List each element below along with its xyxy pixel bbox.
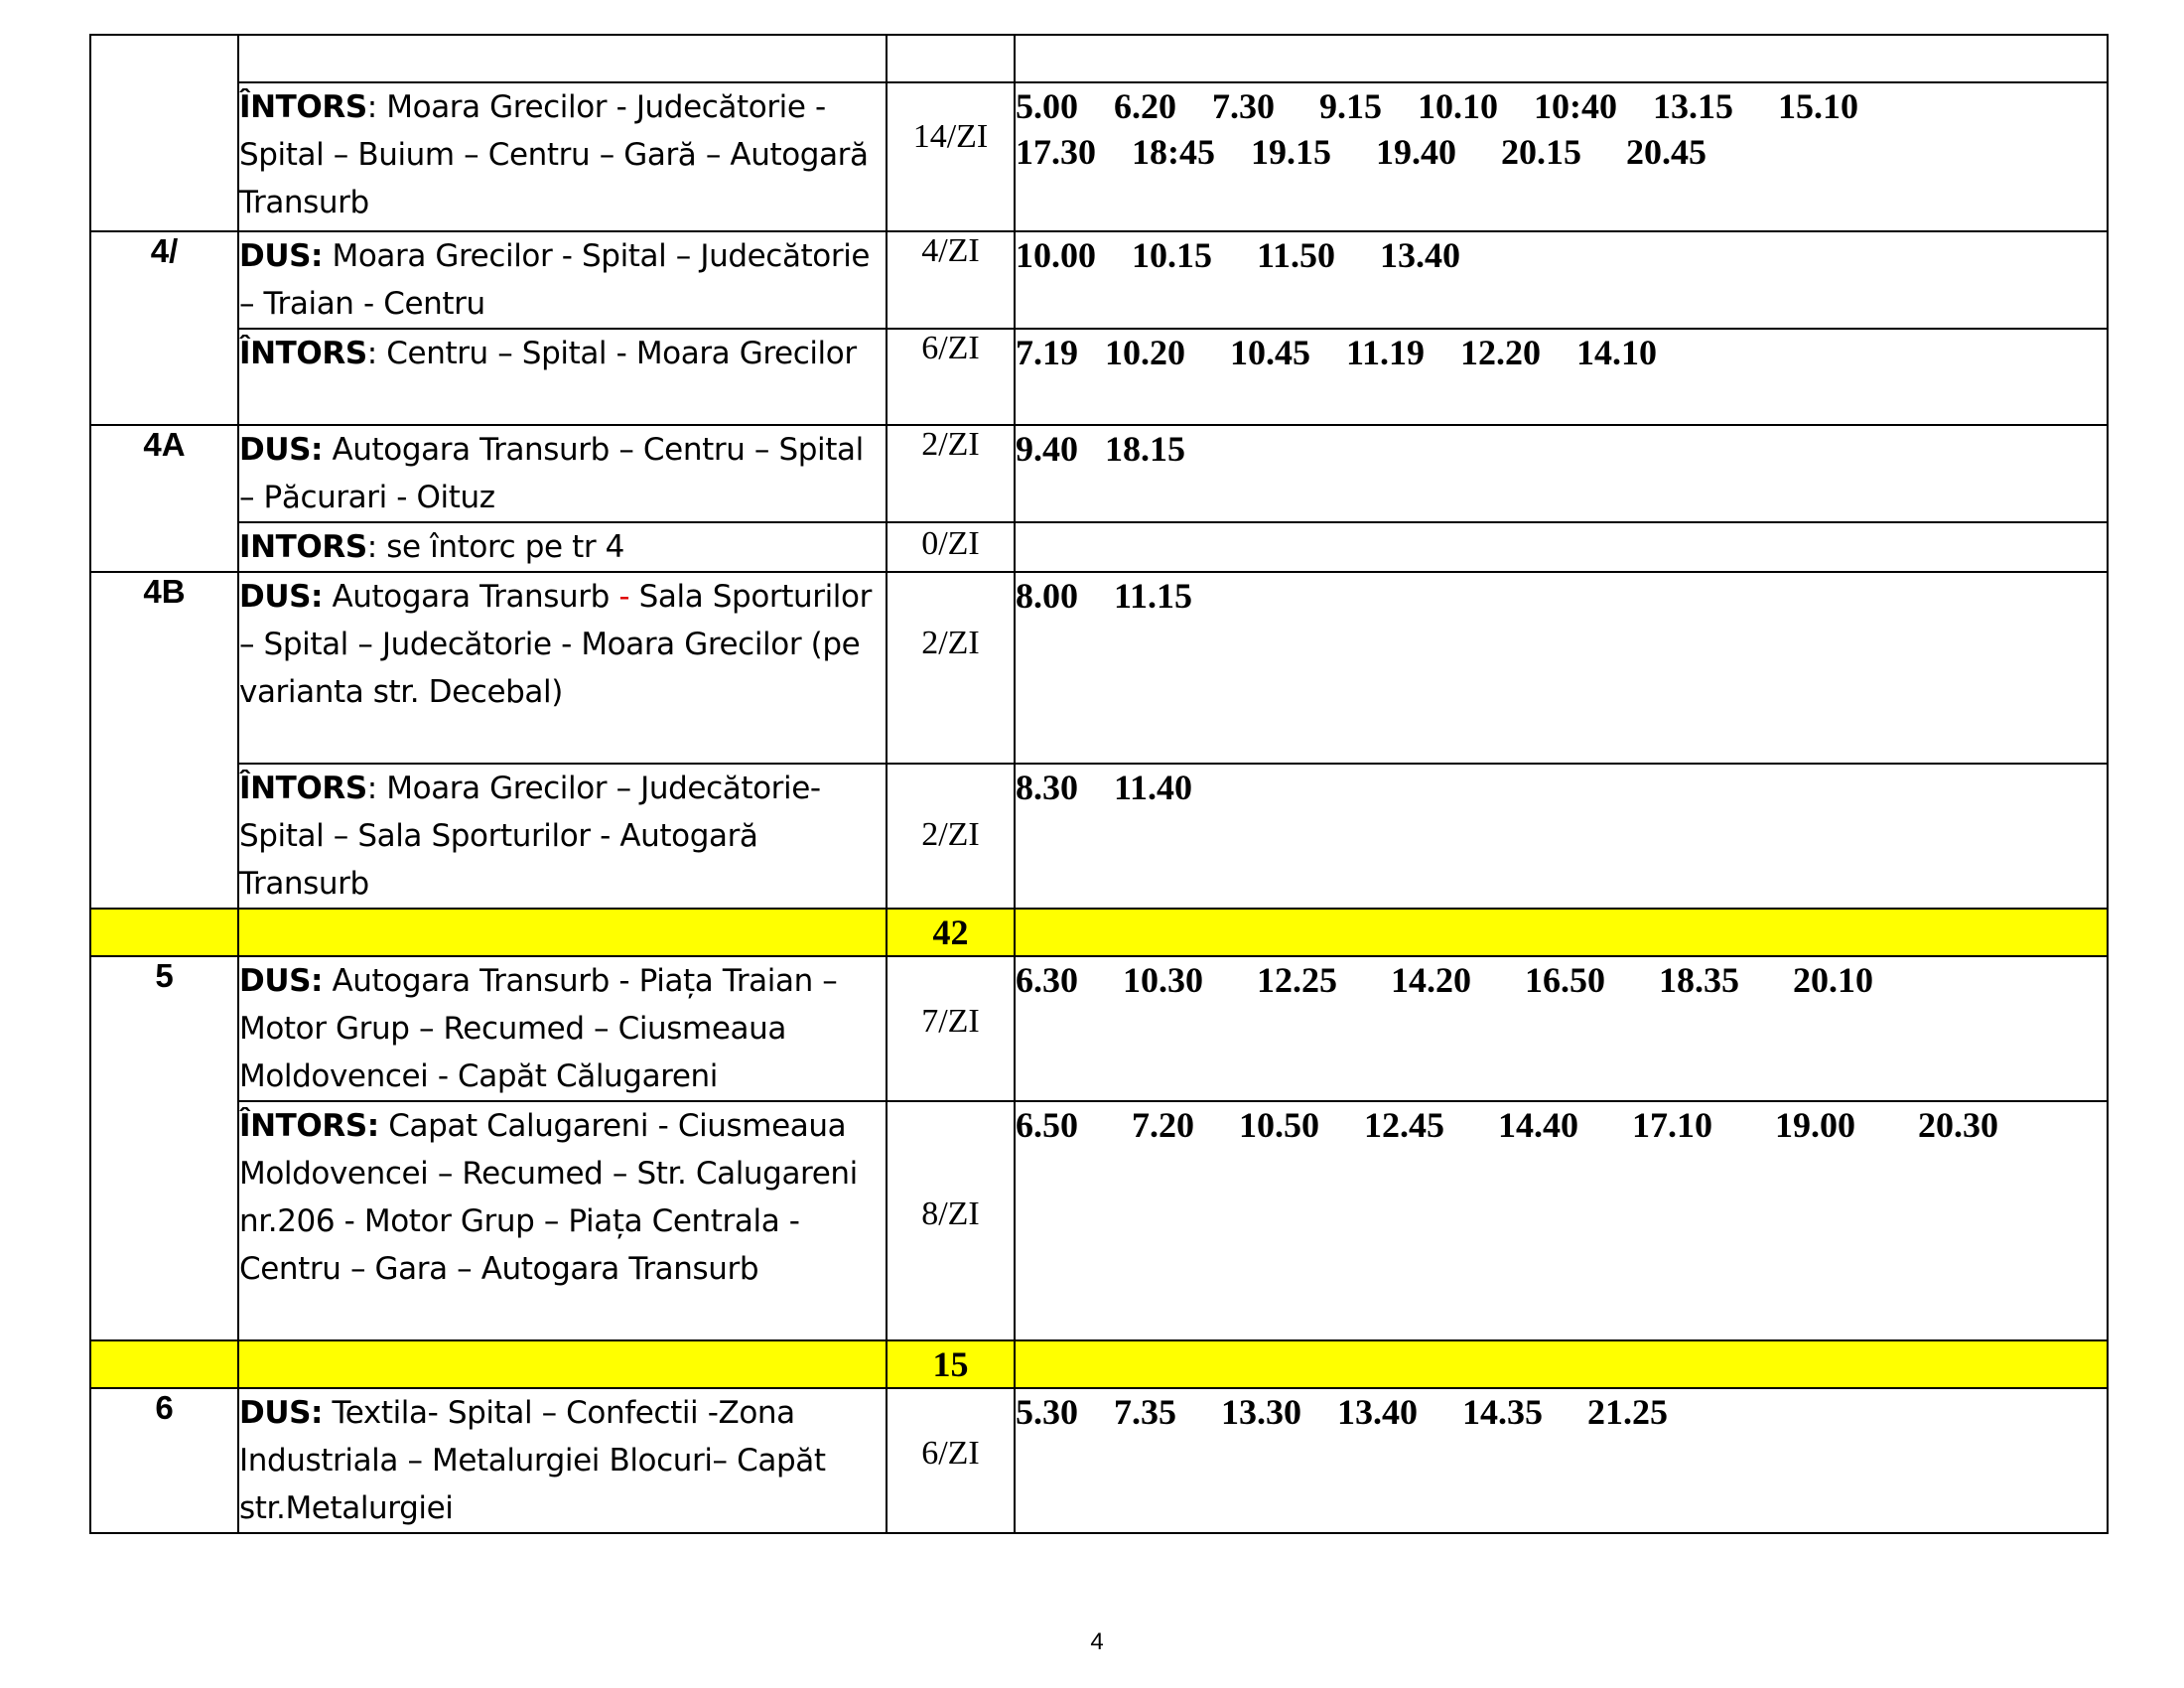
route-text: Sala Sporturilor – Spital – Judecătorie - Moara Grecilor (pe varianta str. Decebal)	[239, 579, 872, 710]
subtotal-value: 15	[887, 1340, 1015, 1388]
direction-label: DUS:	[239, 238, 324, 274]
direction-label: ÎNTORS	[239, 771, 367, 806]
route-text: Moara Grecilor - Spital – Judecătorie – Traian - Centru	[239, 238, 871, 322]
direction-label: DUS:	[239, 963, 324, 999]
direction-label: DUS:	[239, 1395, 324, 1431]
times-cell: 9.40 18.15	[1015, 425, 2108, 522]
frequency-cell: 4/ZI	[887, 231, 1015, 329]
frequency-cell: 0/ZI	[887, 522, 1015, 572]
table-row	[90, 231, 2108, 329]
bus-schedule-table	[89, 34, 2109, 1534]
times-cell	[1015, 522, 2108, 572]
route-cell	[238, 231, 887, 329]
subtotal-row	[90, 909, 2108, 956]
direction-label: DUS:	[239, 579, 324, 615]
line-number-cell: 4A	[90, 425, 238, 572]
table-row	[90, 764, 2108, 909]
table-row	[90, 329, 2108, 425]
subtotal-empty-cell	[238, 909, 887, 956]
times-cell: 7.19 10.20 10.45 11.19 12.20 14.10	[1015, 329, 2108, 425]
subtotal-empty-cell	[1015, 909, 2108, 956]
line-number-cell: 4B	[90, 572, 238, 909]
subtotal-row	[90, 1340, 2108, 1388]
route-cell	[238, 425, 887, 522]
table-row	[90, 82, 2108, 231]
subtotal-empty-cell	[1015, 1340, 2108, 1388]
subtotal-empty-cell	[90, 909, 238, 956]
frequency-cell: 2/ZI	[887, 764, 1015, 909]
times-cell: 6.50 7.20 10.50 12.45 14.40 17.10 19.00 20.30	[1015, 1101, 2108, 1340]
frequency-cell: 2/ZI	[887, 425, 1015, 522]
times-cell: 8.30 11.40	[1015, 764, 2108, 909]
route-cell	[238, 1101, 887, 1340]
frequency-cell: 7/ZI	[887, 956, 1015, 1101]
route-text: Autogara Transurb	[323, 579, 619, 615]
direction-label: ÎNTORS:	[239, 1108, 379, 1144]
direction-label: ÎNTORS	[239, 89, 367, 125]
route-text: Capat Calugareni - Ciusmeaua Moldovencei – Recumed – Str. Calugareni nr.206 - Motor Grup – Piața Centrala - Centru – Gara – Autogara Transurb	[239, 1108, 858, 1287]
line-number-cell	[90, 35, 238, 231]
route-text: Autogara Transurb – Centru – Spital – Păcurari - Oituz	[239, 432, 864, 515]
frequency-cell: 6/ZI	[887, 329, 1015, 425]
route-cell	[238, 522, 887, 572]
table-row	[90, 425, 2108, 522]
route-text: : Moara Grecilor – Judecătorie- Spital – Sala Sporturilor - Autogară Transurb	[239, 771, 821, 902]
times-cell: 8.00 11.15	[1015, 572, 2108, 764]
subtotal-value: 42	[887, 909, 1015, 956]
route-text: : Moara Grecilor - Judecătorie - Spital – Buium – Centru – Gară – Autogară Transurb	[239, 89, 869, 220]
route-cell	[238, 956, 887, 1101]
frequency-cell: 6/ZI	[887, 1388, 1015, 1533]
frequency-cell: 8/ZI	[887, 1101, 1015, 1340]
route-text: Autogara Transurb - Piața Traian – Motor Grup – Recumed – Ciusmeaua Moldovencei - Capăt Călugareni	[239, 963, 838, 1094]
table-row	[90, 35, 2108, 82]
route-cell	[238, 329, 887, 425]
times-cell: 10.00 10.15 11.50 13.40	[1015, 231, 2108, 329]
subtotal-empty-cell	[90, 1340, 238, 1388]
times-cell: 6.30 10.30 12.25 14.20 16.50 18.35 20.10	[1015, 956, 2108, 1101]
route-cell	[238, 572, 887, 764]
route-text: : se întorc pe tr 4	[366, 529, 624, 565]
route-cell	[238, 82, 887, 231]
frequency-cell: 2/ZI	[887, 572, 1015, 764]
direction-label: ÎNTORS	[239, 336, 367, 371]
table-row	[90, 572, 2108, 764]
route-cell	[238, 1388, 887, 1533]
table-row	[90, 1388, 2108, 1533]
line-number-cell: 5	[90, 956, 238, 1340]
subtotal-empty-cell	[238, 1340, 887, 1388]
route-cell	[238, 764, 887, 909]
frequency-cell: 14/ZI	[887, 82, 1015, 231]
line-number-cell: 4/	[90, 231, 238, 425]
frequency-cell	[887, 35, 1015, 82]
direction-label: DUS:	[239, 432, 324, 468]
page-number: 4	[1090, 1628, 1104, 1655]
times-cell	[1015, 35, 2108, 82]
route-text: Textila- Spital – Confectii -Zona Industriala – Metalurgiei Blocuri– Capăt str.Metalurgiei	[239, 1395, 826, 1526]
direction-label: INTORS	[239, 529, 367, 565]
table-row	[90, 956, 2108, 1101]
times-cell: 5.30 7.35 13.30 13.40 14.35 21.25	[1015, 1388, 2108, 1533]
route-cell	[238, 35, 887, 82]
table-row	[90, 522, 2108, 572]
line-number-cell: 6	[90, 1388, 238, 1533]
times-cell: 5.00 6.20 7.30 9.15 10.10 10:40 13.15 15.10 17.30 18:45 19.15 19.40 20.15 20.45	[1015, 82, 2108, 231]
route-text: : Centru – Spital - Moara Grecilor	[366, 336, 857, 371]
table-row	[90, 1101, 2108, 1340]
route-dash: -	[618, 579, 630, 615]
